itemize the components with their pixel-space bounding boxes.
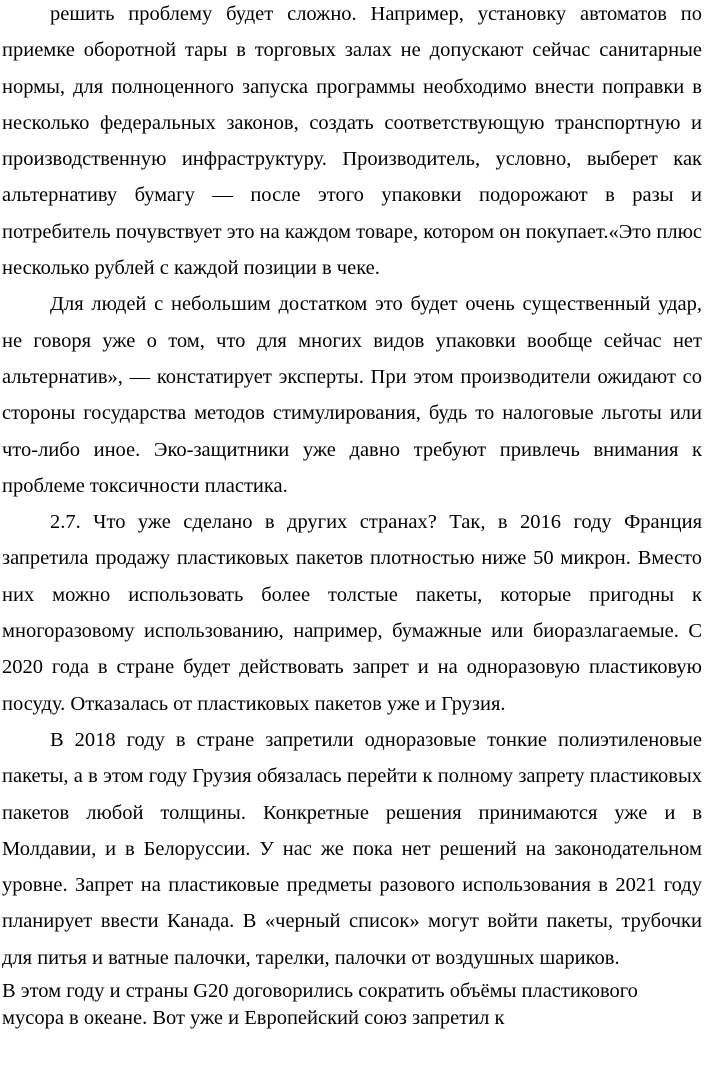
trailing-text bbox=[2, 978, 702, 1032]
paragraph-3: 2.7. Что уже сделано в других странах? Так, в 2016 году Франция запретила продажу пластиковых пакетов плотностью ниже 50 микрон. Вместо них можно использовать более толстые пакеты, которые пригодны к многоразовому использованию, например, бумажные или биоразлагаемые. С 2020 года в стране будет действовать запрет и на одноразовую пластиковую посуду. Отказалась от пластиковых пакетов уже и Грузия. bbox=[2, 511, 702, 715]
trailing-line-1: В этом году и страны G20 договорились сократить объёмы пластикового bbox=[2, 980, 638, 1003]
trailing-line-2: мусора в океане. Вот уже и Европейский союз запретил к bbox=[2, 1007, 505, 1030]
paragraph-1: решить проблему будет сложно. Например, установку автоматов по приемке оборотной тары в торговых залах не допускают сейчас санитарные нормы, для полноценного запуска программы необходимо внести поправки в несколько федеральных законов, создать соответствующую транспортную и производственную инфраструктуру. Производитель, условно, выберет как альтернативу бумагу — после этого упаковки подорожают в разы и потребитель почувствует это на каждом товаре, котором он покупает.«Это плюс несколько рублей с каждой позиции в чеке. bbox=[2, 3, 702, 280]
paragraph-4: В 2018 году в стране запретили одноразовые тонкие полиэтиленовые пакеты, а в этом году Грузия обязалась перейти к полному запрету пластиковых пакетов любой толщины. Конкретные решения принимаются уже и в Молдавии, и в Белоруссии. У нас же пока нет решений на законодательном уровне. Запрет на пластиковые предметы разового использования в 2021 году планирует ввести Канада. В «черный список» могут войти пакеты, трубочки для питья и ватные палочки, тарелки, палочки от воздушных шариков. bbox=[2, 728, 702, 969]
paragraph-2: Для людей с небольшим достатком это будет очень существенный удар, не говоря уже о том, что для многих видов упаковки вообще сейчас нет альтернатив», — констатирует эксперты. При этом производители ожидают со стороны государства методов стимулирования, будь то налоговые льготы или что-либо иное. Эко-защитники уже давно требуют привлечь внимания к проблеме токсичности пластика. bbox=[2, 293, 702, 497]
document-body bbox=[2, 0, 702, 976]
